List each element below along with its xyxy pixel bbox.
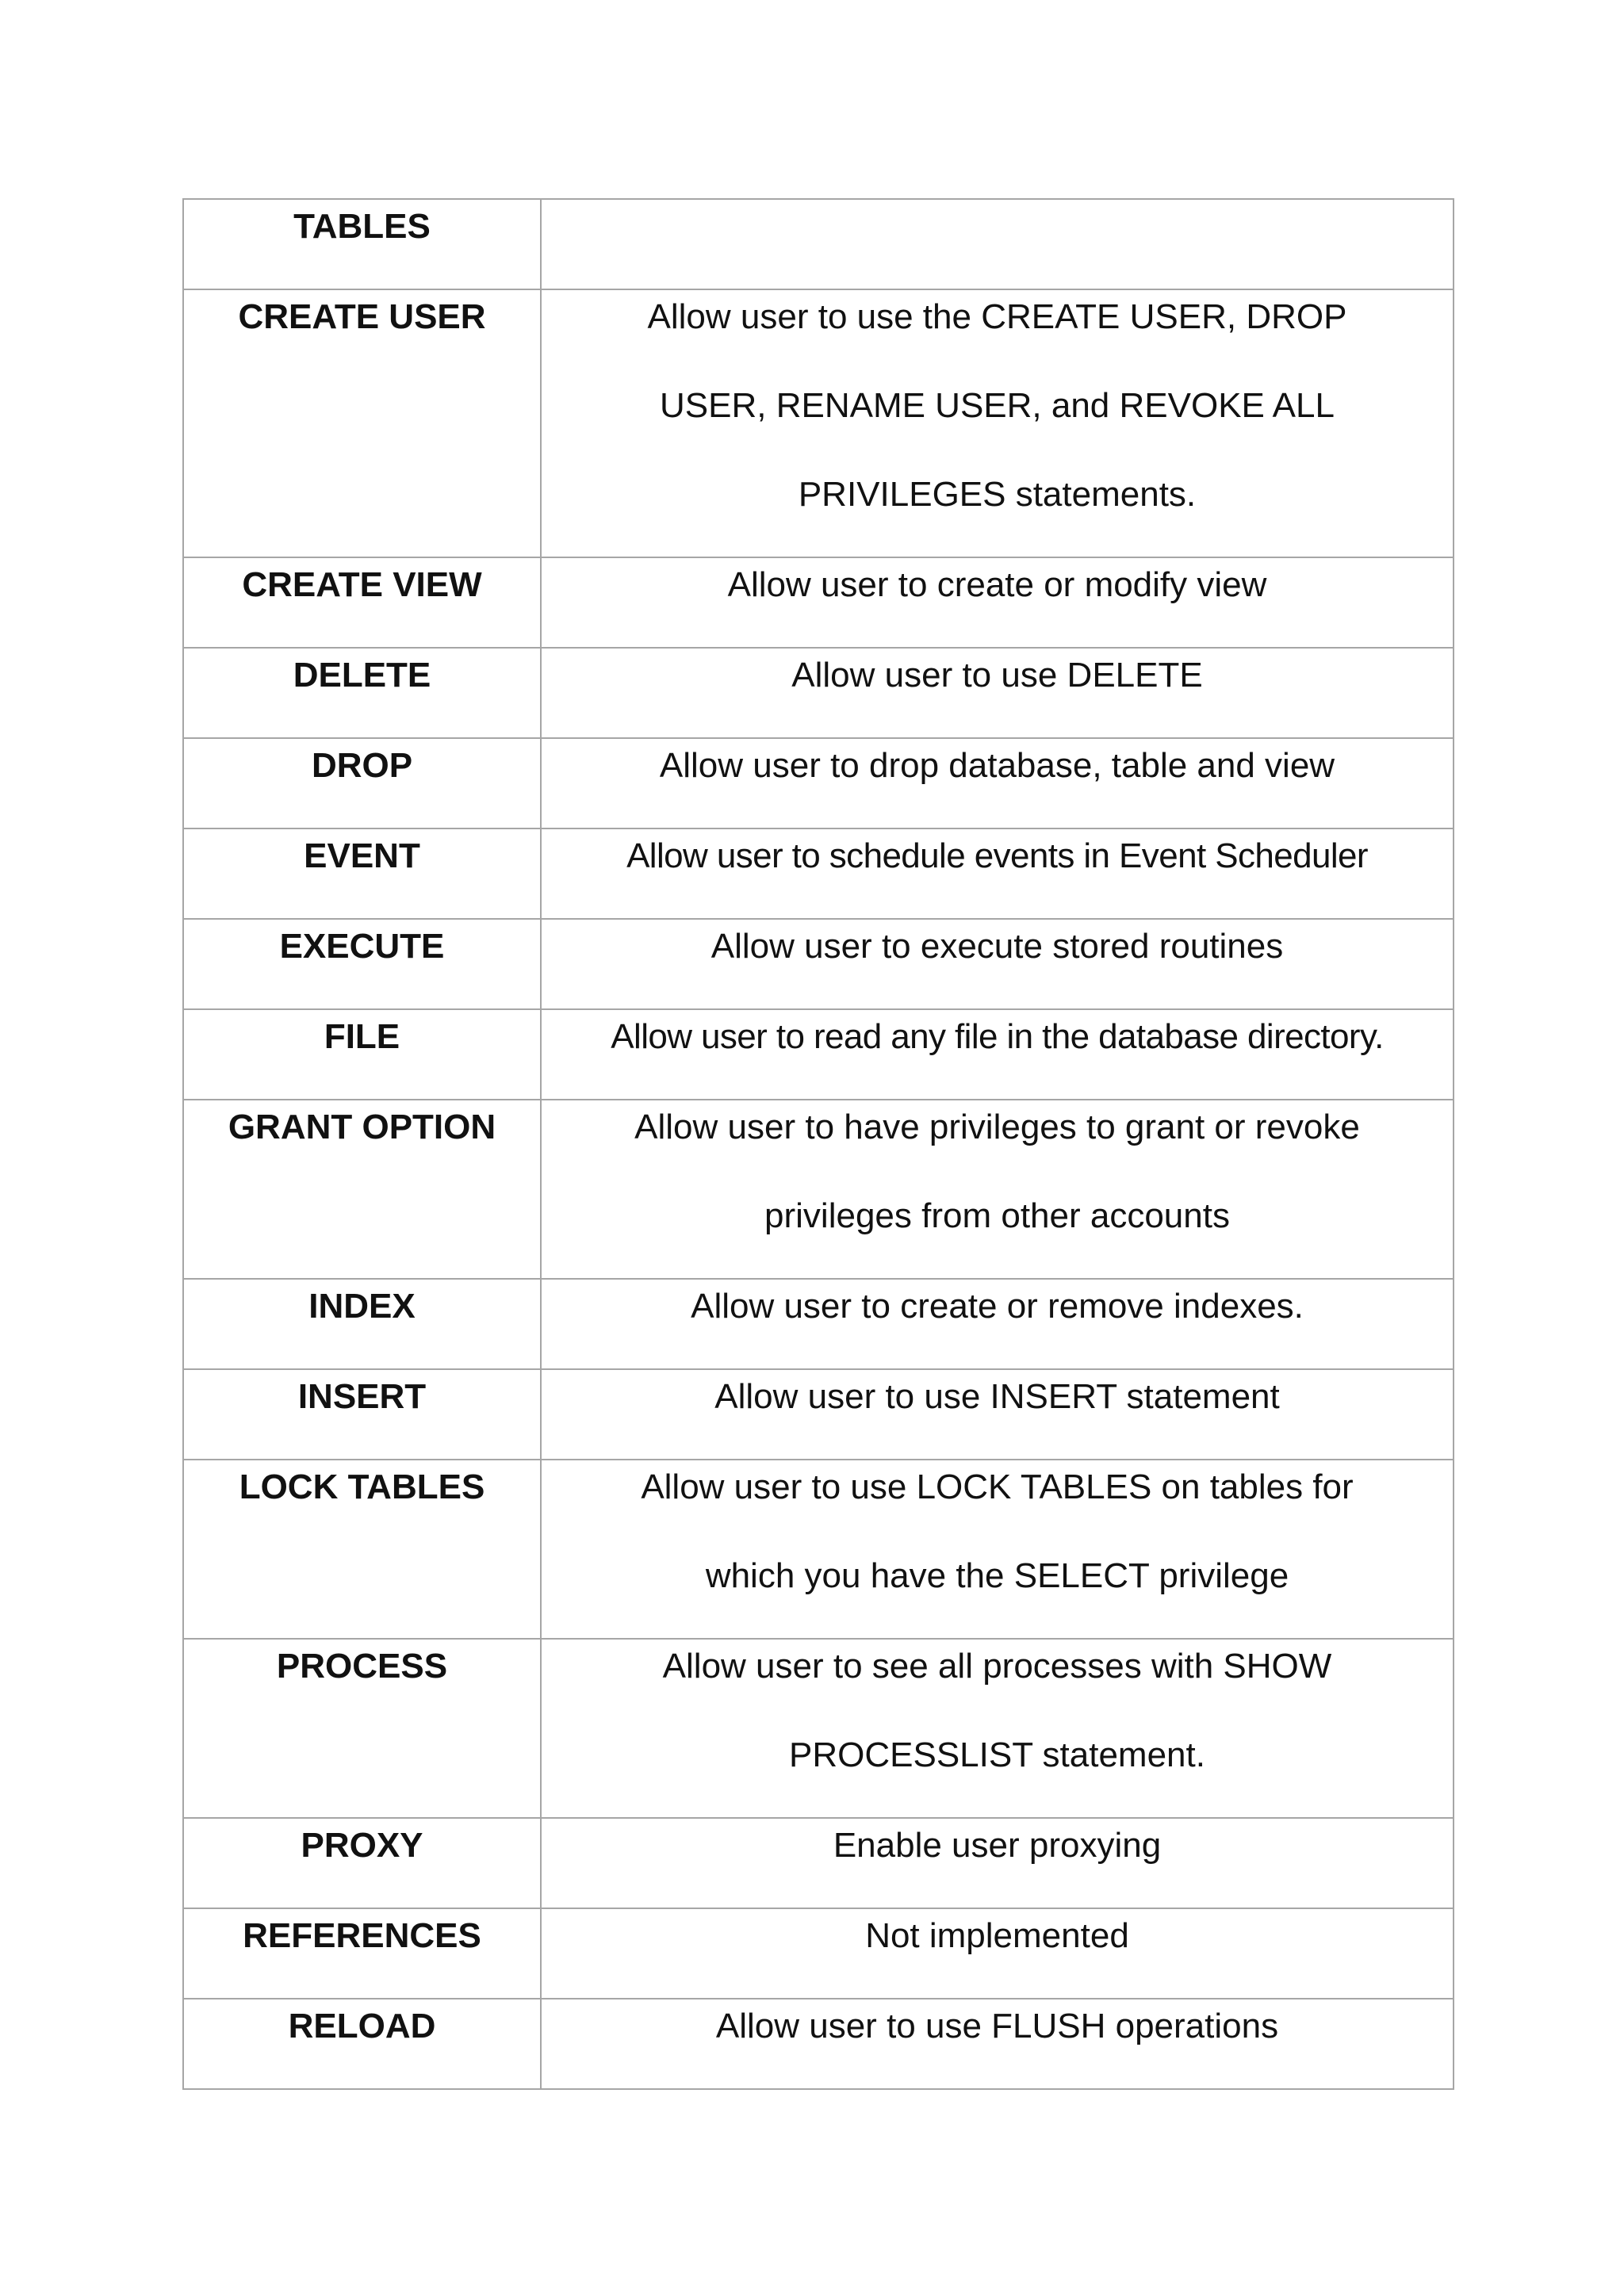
privileges-table [182,198,1454,2090]
description-line: Allow user to use the CREATE USER, DROP [647,297,1347,336]
description-line: Allow user to have privileges to grant or revoke [634,1108,1360,1146]
description-line: Enable user proxying [833,1826,1162,1865]
privilege-name: EXECUTE [279,927,445,966]
privilege-description-cell [541,289,1454,557]
privilege-name: CREATE USER [238,297,486,336]
privilege-description [542,1083,1453,1278]
description-line: Allow user to use DELETE [791,656,1203,695]
table-row [183,289,1454,557]
description-line: Allow user to execute stored routines [710,927,1284,966]
privilege-name-cell [183,1639,541,1818]
description-line: Allow user to drop database, table and view [659,746,1335,785]
privilege-name: CREATE VIEW [242,565,482,604]
table-row [183,1460,1454,1639]
privilege-name: REFERENCES [243,1916,481,1955]
description-line: Allow user to use LOCK TABLES on tables for [641,1468,1354,1506]
privilege-description-cell [541,1999,1454,2089]
description-line: PROCESSLIST statement. [789,1735,1205,1774]
privilege-name: GRANT OPTION [228,1108,496,1146]
description-line: Not implemented [865,1916,1129,1955]
description-line: Allow user to see all processes with SHOW [662,1647,1332,1686]
privilege-name: PROCESS [276,1647,448,1686]
privilege-name-cell [183,1999,541,2089]
privilege-description [542,1982,1453,2088]
description-line: USER, RENAME USER, and REVOKE ALL [660,386,1335,425]
privilege-description [542,273,1453,557]
privilege-name: DROP [311,746,413,785]
privilege-description [542,1622,1453,1817]
description-line: Allow user to schedule events in Event Scheduler [626,836,1368,875]
privilege-name-cell [183,1100,541,1279]
privilege-description-cell [541,1100,1454,1279]
privilege-name: RELOAD [288,2007,436,2045]
description-line: privileges from other accounts [764,1196,1230,1235]
privilege-name: PROXY [301,1826,423,1865]
table-row [183,1100,1454,1279]
privilege-name: FILE [324,1017,400,1056]
description-line: PRIVILEGES statements. [798,475,1197,514]
privilege-name: LOCK TABLES [239,1468,485,1506]
privilege-description-cell [541,1639,1454,1818]
privilege-description [542,1443,1453,1638]
privilege-description-cell [541,1460,1454,1639]
privilege-name: EVENT [304,836,420,875]
table-row [183,1999,1454,2089]
description-line: Allow user to read any file in the database directory. [611,1017,1384,1056]
privilege-name: INSERT [297,1377,427,1416]
privilege-name: INDEX [308,1287,416,1326]
description-line: Allow user to create or remove indexes. [691,1287,1304,1326]
privilege-name: TABLES [293,207,431,246]
table-row [183,1639,1454,1818]
description-line: Allow user to use FLUSH operations [715,2007,1279,2045]
description-line: which you have the SELECT privilege [705,1556,1289,1595]
privilege-name-cell [183,1460,541,1639]
description-line: Allow user to use INSERT statement [714,1377,1280,1416]
description-line: Allow user to create or modify view [727,565,1267,604]
privilege-name: DELETE [293,656,431,695]
privilege-name-cell [183,289,541,557]
